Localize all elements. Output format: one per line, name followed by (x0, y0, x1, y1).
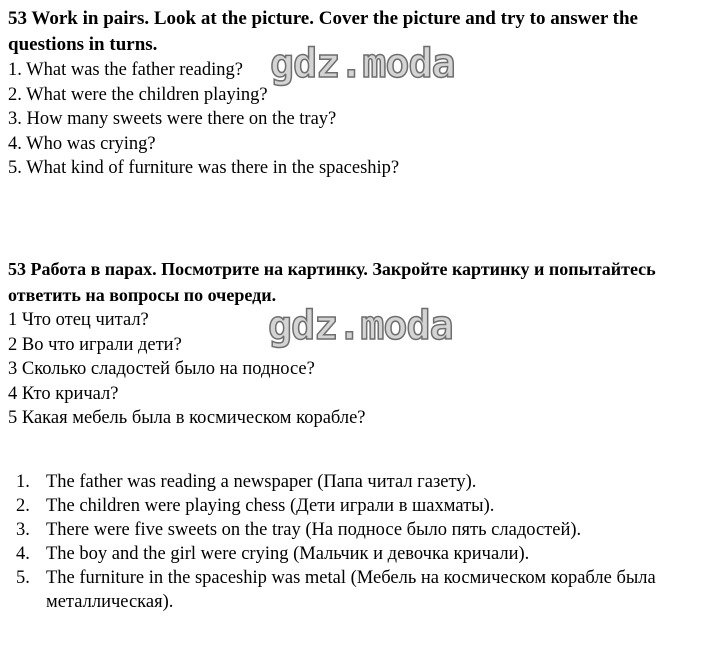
answer-text: There were five sweets on the tray (На подносе было пять сладостей). (46, 520, 582, 540)
english-task-heading: 53 Work in pairs. Look at the picture. Cover the picture and try to answer the questions in turns. (8, 8, 638, 55)
english-question-2: 2. What were the children playing? (8, 84, 268, 105)
english-question-3: 3. How many sweets were there on the tray? (8, 109, 337, 129)
answer-number: 3. (16, 520, 30, 540)
russian-question-2: 2 Во что играли дети? (8, 334, 182, 355)
english-question-4: 4. Who was crying? (8, 133, 156, 154)
watermark-logo-bottom: gdz.moda (268, 303, 453, 349)
answer-item-4 (16, 542, 695, 566)
answer-number: 1. (16, 472, 30, 492)
russian-question-5: 5 Какая мебель была в космическом корабле? (8, 408, 366, 428)
russian-task-heading: 53 Работа в парах. Посмотрите на картинку. Закройте картинку и попытайтесь ответить на вопросы по очереди. (8, 259, 656, 305)
answer-item-2 (16, 494, 695, 518)
watermark-logo-top: gdz.moda (270, 41, 455, 87)
answer-number: 4. (16, 544, 30, 564)
answer-text: The furniture in the spaceship was metal (Мебель на космическом корабле была металлическая). (46, 568, 656, 612)
english-question-5: 5. What kind of furniture was there in the spaceship? (8, 158, 400, 178)
english-task-section (8, 6, 697, 181)
answer-text: The children were playing chess (Дети играли в шахматы). (46, 496, 495, 516)
answer-item-1 (16, 470, 695, 494)
answer-number: 5. (16, 568, 30, 588)
russian-question-4: 4 Кто кричал? (8, 383, 119, 404)
answer-text: The boy and the girl were crying (Мальчик и девочка кричали). (46, 544, 530, 564)
russian-question-3: 3 Сколько сладостей было на подносе? (8, 359, 315, 379)
answers-list (16, 470, 695, 614)
english-question-1: 1. What was the father reading? (8, 60, 243, 80)
russian-question-1: 1 Что отец читал? (8, 310, 149, 330)
answer-item-5 (16, 566, 695, 614)
answer-number: 2. (16, 496, 30, 516)
answer-text: The father was reading a newspaper (Папа читал газету). (46, 472, 477, 492)
answer-item-3 (16, 518, 695, 542)
